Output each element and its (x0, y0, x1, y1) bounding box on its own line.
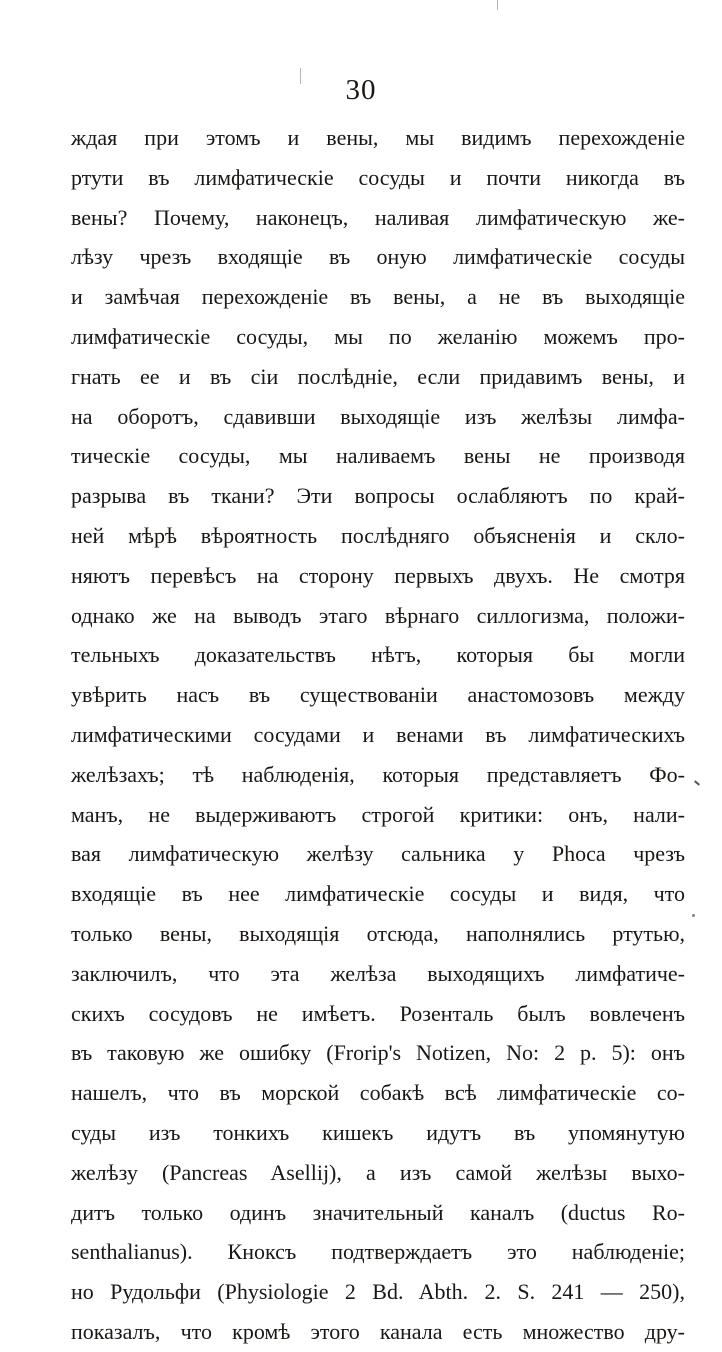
text-line: манъ, не выдерживаютъ строгой критики: онъ, нали- (71, 801, 685, 827)
scan-mark-right (694, 780, 700, 785)
text-line: показалъ, что кромѣ этого канала есть множество дру- (71, 1318, 685, 1344)
text-line: нашелъ, что въ морской собакѣ всѣ лимфатическіе со- (71, 1080, 685, 1106)
text-line: и замѣчая перехожденіе въ вены, а не въ выходящіе (71, 284, 685, 310)
text-line: но Рудольфи (Physiologie 2 Bd. Abth. 2. S. 241 — 250), (71, 1279, 685, 1305)
text-line: увѣрить насъ въ существованіи анастомозовъ между (71, 682, 685, 708)
body-text (71, 118, 685, 1352)
text-line: тельныхъ доказательствъ нѣтъ, которыя бы могли (71, 642, 685, 668)
text-line: лимфатическіе сосуды, мы по желанію можемъ про- (71, 323, 685, 349)
text-line: дитъ только одинъ значительный каналъ (ductus Ro- (71, 1199, 685, 1225)
text-line: въ таковую же ошибку (Frorip's Notizen, No: 2 p. 5): онъ (71, 1040, 685, 1066)
text-line: лимфатическими сосудами и венами въ лимфатическихъ (71, 721, 685, 747)
text-line: ждая при этомъ и вены, мы видимъ перехожденіе (71, 125, 685, 150)
text-line: разрыва въ ткани? Эти вопросы ослабляютъ по край- (71, 483, 685, 509)
text-line: senthalianus). Кноксъ подтверждаетъ это наблюденіе; (71, 1239, 685, 1265)
text-line: желѣзу (Pancreas Asellij), а изъ самой желѣзы выхо- (71, 1159, 685, 1185)
scan-mark-top (497, 0, 498, 10)
text-line: ней мѣрѣ вѣроятность послѣдняго объясненія и скло- (71, 522, 685, 548)
text-line: входящіе въ нее лимфатическіе сосуды и видя, что (71, 881, 685, 907)
text-line: ртути въ лимфатическіе сосуды и почти никогда въ (71, 164, 685, 190)
scan-dot-right (692, 914, 695, 917)
text-line: лѣзу чрезъ входящіе въ оную лимфатическіе сосуды (71, 244, 685, 270)
text-line: на оборотъ, сдавивши выходящіе изъ желѣзы лимфа- (71, 403, 685, 429)
text-line: вая лимфатическую желѣзу сальника у Phoca чрезъ (71, 841, 685, 867)
text-line: няютъ перевѣсъ на сторону первыхъ двухъ. Не смотря (71, 562, 685, 588)
text-line: однако же на выводъ этаго вѣрнаго силлогизма, положи- (71, 602, 685, 628)
text-line: гнать ее и въ сіи послѣдніе, если придавимъ вены, и (71, 363, 685, 389)
page-number: 30 (345, 74, 377, 106)
text-line: суды изъ тонкихъ кишекъ идутъ въ упомянутую (71, 1119, 685, 1145)
text-line: заключилъ, что эта желѣза выходящихъ лимфатиче- (71, 960, 685, 986)
text-line: желѣзахъ; тѣ наблюденія, которыя представляетъ Фо- (71, 761, 685, 787)
text-line: вены? Почему, наконецъ, наливая лимфатическую же- (71, 204, 685, 230)
text-line: тическіе сосуды, мы наливаемъ вены не производя (71, 443, 685, 469)
text-line: только вены, выходящія отсюда, наполнялись ртутью, (71, 920, 685, 946)
text-line: скихъ сосудовъ не имѣетъ. Розенталь былъ вовлеченъ (71, 1000, 685, 1026)
